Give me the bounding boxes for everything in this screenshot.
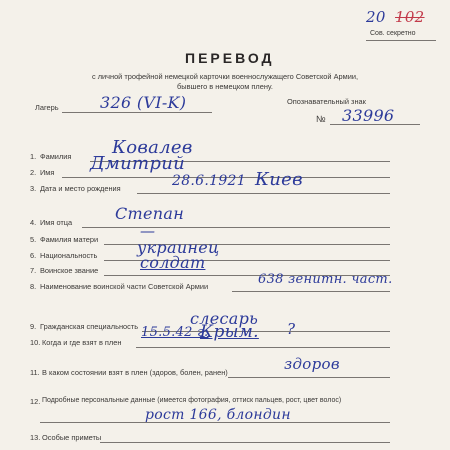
field-13-label: Особые приметы: [42, 433, 102, 442]
field-10-date: 15.5.42 г.: [141, 325, 209, 340]
field-11-value: здоров: [284, 355, 340, 373]
field-7-value: солдат: [140, 253, 206, 272]
id-tag-prefix: №: [316, 114, 326, 124]
field-12-label: Подробные персональные данные (имеется фотография, оттиск пальцев, рост, цвет волос): [42, 397, 342, 404]
field-1-value: Ковалев: [112, 137, 193, 158]
field-5-value: —: [140, 222, 156, 240]
field-3-label: Дата и место рождения: [40, 184, 121, 193]
field-11-number: 11.: [30, 368, 40, 377]
field-6-label: Национальность: [40, 251, 98, 260]
field-4-label: Имя отца: [40, 218, 73, 227]
field-12-value: рост 166, блондин: [145, 407, 291, 423]
field-6-number: 6.: [30, 251, 37, 260]
field-10-question-mark: ?: [287, 320, 296, 338]
field-3-place: Киев: [255, 169, 303, 190]
id-tag-label: Опознавательный знак: [287, 97, 366, 106]
field-5-label: Фамилия матери: [40, 235, 99, 244]
field-1-label: Фамилия: [40, 152, 72, 161]
field-2-number: 2.: [30, 168, 37, 177]
page-number-handwritten: 20: [366, 8, 386, 26]
field-6-value: украинец: [137, 238, 220, 257]
field-10-label: Когда и где взят в плен: [42, 338, 122, 347]
field-10-place: Крым.: [200, 322, 259, 342]
field-2-value: Дмитрий: [90, 153, 186, 174]
field-4-number: 4.: [30, 218, 37, 227]
camp-label: Лагерь: [35, 103, 59, 112]
field-10-number: 10.: [30, 338, 41, 347]
field-3-number: 3.: [30, 184, 37, 193]
field-8-label: Наименование воинской части Советской Армии: [40, 282, 209, 291]
field-5-number: 5.: [30, 235, 37, 244]
secrecy-note: Сов. секретно: [370, 30, 416, 37]
field-8-value: 638 зенитн. част.: [258, 272, 393, 287]
field-9-value: слесарь: [190, 309, 259, 328]
id-tag-value: 33996: [342, 106, 395, 125]
field-9-number: 9.: [30, 322, 37, 331]
field-8-number: 8.: [30, 282, 37, 291]
field-11-label: В каком состоянии взят в плен (здоров, болен, ранен): [42, 368, 228, 377]
field-2-label: Имя: [40, 168, 55, 177]
page-number-struck: 102: [395, 8, 425, 26]
document-title: ПЕРЕВОД: [185, 50, 275, 66]
field-9-label: Гражданская специальность: [40, 322, 139, 331]
field-13-number: 13.: [30, 433, 41, 442]
document-subtitle-line2: бывшего в немецком плену.: [177, 82, 273, 91]
field-12-number: 12.: [30, 397, 41, 406]
field-1-number: 1.: [30, 152, 37, 161]
field-7-label: Воинское звание: [40, 266, 99, 275]
field-4-value: Степан: [115, 204, 185, 223]
document-subtitle-line1: с личной трофейной немецкой карточки военнослужащего Советской Армии,: [91, 72, 359, 81]
field-7-number: 7.: [30, 266, 37, 275]
field-3-date: 28.6.1921: [172, 173, 246, 189]
camp-value: 326 (VI-K): [100, 93, 187, 112]
